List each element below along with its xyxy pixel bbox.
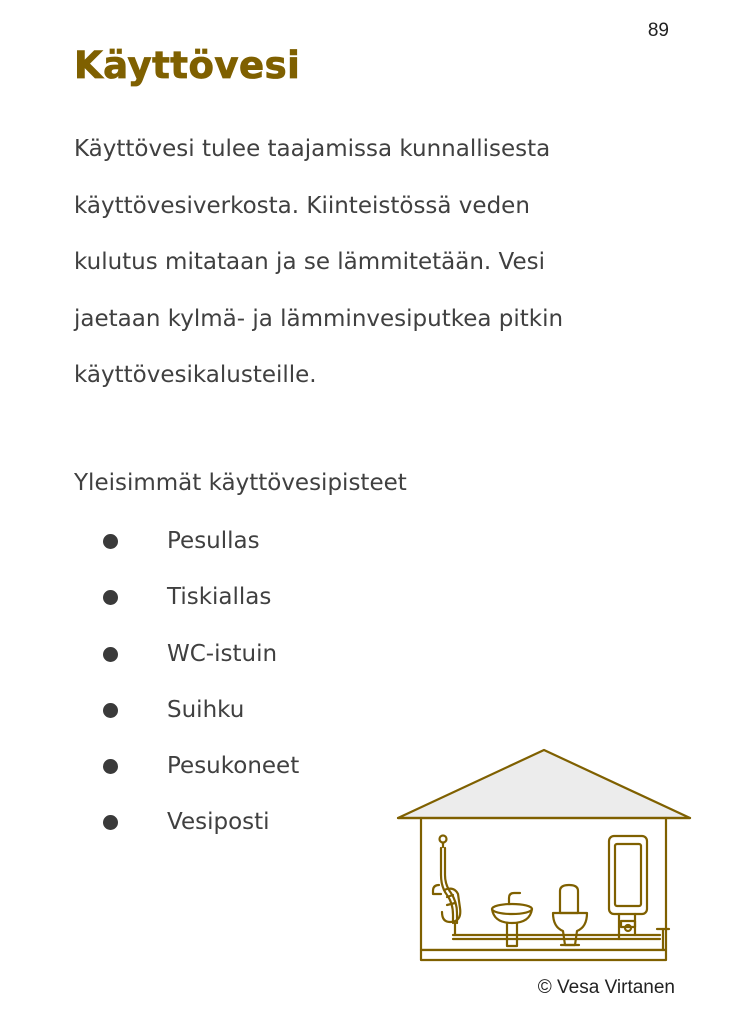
list-item-label: Pesukoneet — [167, 753, 300, 780]
paragraph-line: Käyttövesi tulee taajamissa kunnallisesta — [74, 136, 551, 162]
shower-icon — [433, 836, 460, 936]
list-item-label: Vesiposti — [167, 809, 270, 836]
bullet-icon — [103, 534, 118, 549]
paragraph-line: jaetaan kylmä- ja lämminvesiputkea pitkin — [74, 305, 564, 332]
paragraph-line: käyttövesiverkosta. Kiinteistössä veden — [74, 192, 530, 219]
page-number: 89 — [647, 20, 669, 41]
bullet-icon — [103, 703, 118, 718]
copyright-credit: © Vesa Virtanen — [537, 977, 675, 998]
list-item-label: Suihku — [167, 696, 245, 723]
intro-paragraph — [74, 121, 694, 404]
paragraph-line: käyttövesikalusteille. — [74, 362, 317, 388]
paragraph-line: kulutus mitataan ja se lämmitetään. Vesi — [74, 249, 546, 275]
list-item-label: Tiskiallas — [167, 584, 272, 611]
bullet-icon — [103, 647, 118, 662]
list-item-label: WC-istuin — [167, 640, 278, 667]
bullet-icon — [103, 759, 118, 774]
list-heading: Yleisimmät käyttövesipisteet — [74, 470, 407, 496]
bullet-icon — [103, 590, 118, 605]
list-item-label: Pesullas — [167, 528, 260, 554]
water-heater-icon — [609, 836, 647, 931]
house-plumbing-illustration — [395, 745, 695, 965]
bullet-icon — [103, 815, 118, 830]
roof — [398, 750, 690, 818]
house-floor — [421, 950, 666, 960]
page-title: Käyttövesi — [74, 44, 301, 87]
